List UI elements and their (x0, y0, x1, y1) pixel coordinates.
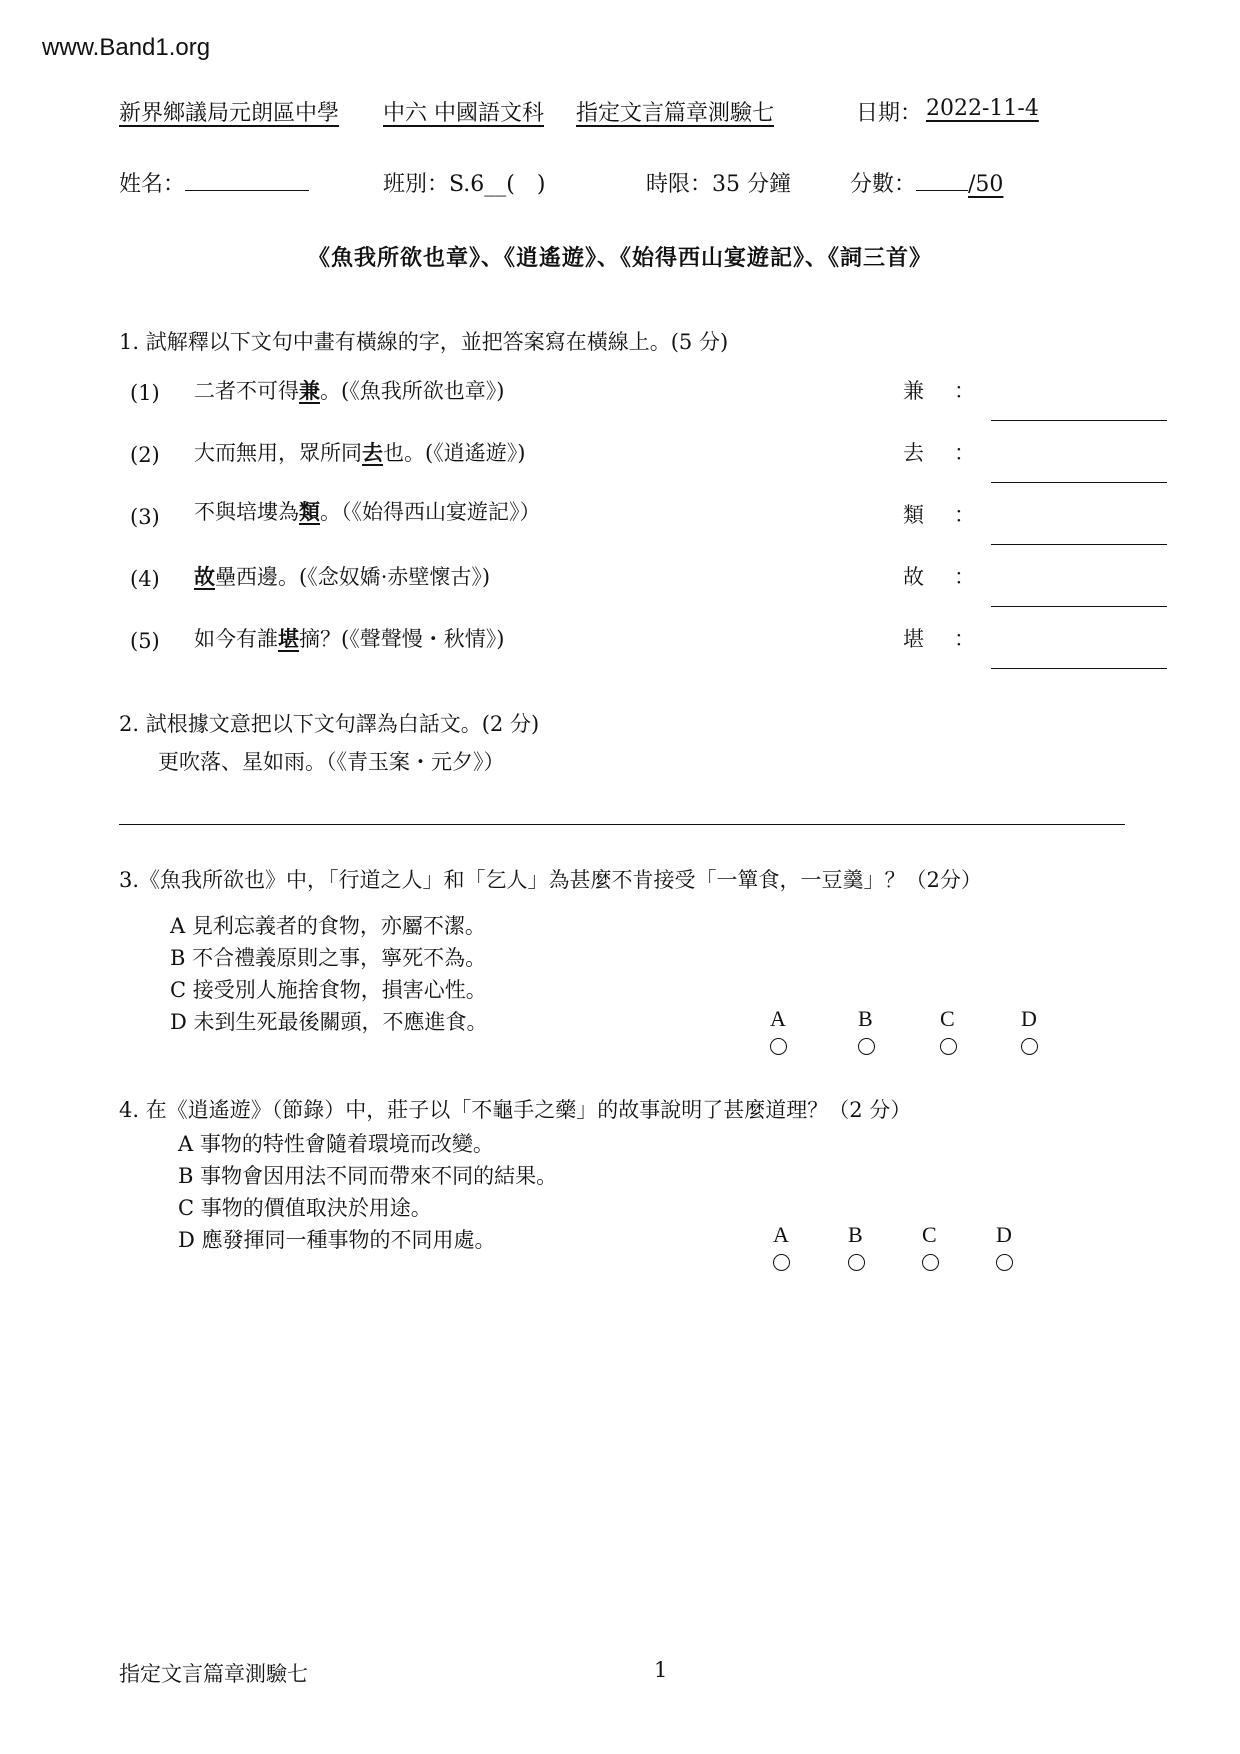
date-value: 2022-11-4 (926, 96, 1039, 121)
q3-radio-a[interactable] (770, 1038, 787, 1055)
q1-colon: ： (954, 379, 975, 403)
q1-colon: ： (954, 565, 975, 589)
q4-option-b: B 事物會因用法不同而帶來不同的結果。 (178, 1164, 558, 1188)
page-number: 1 (654, 1658, 668, 1682)
chapter-titles: 《魚我所欲也章》、《逍遙遊》、《始得西山宴遊記》、《詞三首》 (307, 245, 932, 271)
q1-prompt: 1. 試解釋以下文句中畫有橫線的字，並把答案寫在橫線上。(5 分) (119, 330, 729, 354)
class-label: 班別： (383, 172, 450, 197)
name-blank[interactable] (185, 168, 309, 191)
q1-answer-line[interactable] (991, 668, 1167, 669)
q3-letter-d: D (1021, 1006, 1037, 1031)
class-value: S.6__( ) (449, 172, 546, 197)
q3-radio-d[interactable] (1021, 1038, 1038, 1055)
q1-colon: ： (954, 627, 975, 651)
site-url[interactable]: www.Band1.org (42, 34, 211, 61)
class-field (383, 167, 545, 198)
q1-target-char: 堪 (903, 627, 924, 651)
q4-option-c: C 事物的價值取決於用途。 (178, 1196, 432, 1220)
time-limit: 時限：35 分鐘 (646, 172, 791, 197)
q1-item-num: (4) (130, 567, 160, 591)
school-name: 新界鄉議局元朗區中學 (119, 101, 340, 126)
score-blank[interactable] (916, 168, 968, 191)
q1-item-sentence: 二者不可得兼。(《魚我所欲也章》) (194, 378, 505, 403)
q1-item-num: (3) (130, 505, 160, 529)
footer-test-name: 指定文言篇章測驗七 (119, 1662, 308, 1686)
q4-letter-b: B (848, 1222, 863, 1247)
q1-target-char: 去 (903, 441, 924, 465)
q4-option-a: A 事物的特性會隨着環境而改變。 (178, 1132, 494, 1156)
q1-target-char: 兼 (903, 379, 924, 403)
q2-sentence: 更吹落、星如雨。（《青玉案・元夕》） (158, 750, 505, 774)
q4-letter-a: A (773, 1222, 789, 1247)
q4-prompt: 4. 在《逍遙遊》（節錄）中，莊子以「不龜手之藥」的故事說明了甚麼道理？（2 分） (119, 1098, 912, 1122)
form-subject: 中六 中國語文科 (383, 101, 544, 126)
q3-option-b: B 不合禮義原則之事，寧死不為。 (170, 946, 487, 970)
q3-option-d: D 未到生死最後關頭，不應進食。 (170, 1010, 488, 1034)
q1-key-char: 兼 (299, 378, 320, 403)
q1-item-num: (1) (130, 381, 160, 405)
q1-target-char: 故 (903, 565, 924, 589)
score-total: /50 (968, 172, 1004, 197)
score-label: 分數： (850, 172, 917, 197)
q2-answer-line[interactable] (119, 824, 1125, 825)
name-label: 姓名： (119, 172, 186, 197)
q3-radio-c[interactable] (940, 1038, 957, 1055)
q1-item-sentence: 不與培塿為類。（《始得西山宴遊記》） (194, 499, 541, 524)
q3-radio-b[interactable] (858, 1038, 875, 1055)
test-name: 指定文言篇章測驗七 (576, 101, 775, 126)
q1-item-num: (5) (130, 629, 160, 653)
q1-answer-line[interactable] (991, 606, 1167, 607)
q1-target-char: 類 (903, 503, 924, 527)
q1-answer-line[interactable] (991, 544, 1167, 545)
name-field (119, 167, 309, 198)
date-label: 日期： (856, 101, 923, 126)
q4-letter-d: D (996, 1222, 1012, 1247)
q4-radio-a[interactable] (773, 1254, 790, 1271)
score-field (850, 167, 1003, 198)
q4-option-d: D 應發揮同一種事物的不同用處。 (178, 1228, 496, 1252)
q1-answer-line[interactable] (991, 420, 1167, 421)
q3-option-c: C 接受別人施捨食物，損害心性。 (170, 978, 487, 1002)
q1-key-char: 去 (362, 440, 383, 465)
q4-letter-c: C (922, 1222, 937, 1247)
q4-radio-b[interactable] (848, 1254, 865, 1271)
q1-item-sentence: 如今有誰堪摘？(《聲聲慢・秋情》) (194, 626, 505, 651)
q3-letter-c: C (940, 1006, 955, 1031)
q1-colon: ： (954, 441, 975, 465)
q4-radio-c[interactable] (922, 1254, 939, 1271)
q3-prompt: 3.《魚我所欲也》中，「行道之人」和「乞人」為甚麼不肯接受「一簞食，一豆羹」？（2分） (119, 868, 982, 892)
q1-key-char: 故 (194, 564, 215, 589)
q3-letter-b: B (858, 1006, 873, 1031)
q1-key-char: 堪 (278, 626, 299, 651)
q1-colon: ： (954, 503, 975, 527)
q1-item-num: (2) (130, 443, 160, 467)
q3-letter-a: A (770, 1006, 786, 1031)
q1-item-sentence: 故壘西邊。(《念奴嬌·赤壁懷古》) (194, 564, 491, 589)
q1-key-char: 類 (299, 499, 320, 524)
q1-item-sentence: 大而無用，眾所同去也。(《逍遙遊》) (194, 440, 526, 465)
q4-radio-d[interactable] (996, 1254, 1013, 1271)
q3-option-a: A 見利忘義者的食物，亦屬不潔。 (170, 914, 486, 938)
q1-answer-line[interactable] (991, 482, 1167, 483)
q2-prompt: 2. 試根據文意把以下文句譯為白話文。(2 分) (119, 712, 540, 736)
